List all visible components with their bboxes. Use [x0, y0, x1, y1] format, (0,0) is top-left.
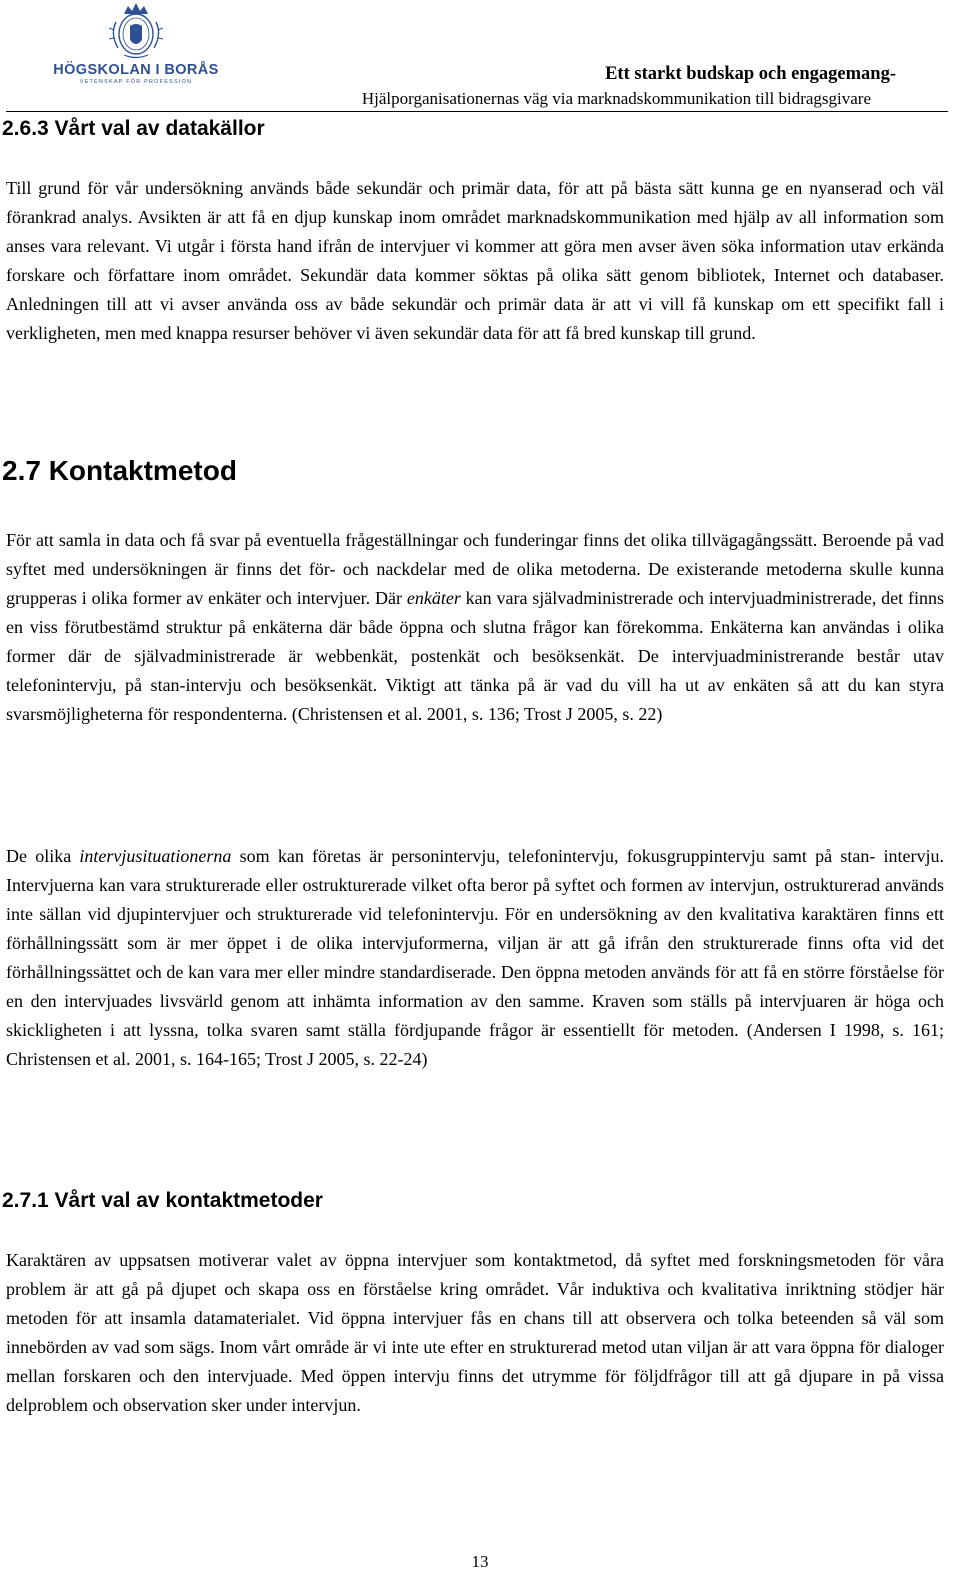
logo-tagline: VETENSKAP FÖR PROFESSION	[79, 79, 193, 85]
header-divider	[6, 111, 948, 112]
section-heading-2-7: 2.7 Kontaktmetod	[2, 455, 237, 486]
crest-icon	[106, 0, 166, 62]
paragraph-chosen-contact-methods: Karaktären av uppsatsen motiverar valet av öppna intervjuer som kontaktmetod, då syftet med forskningsmetoden för våra problem är att gå på djupet och skapa oss en förståelse kring området. Vår induktiva och kvalitativa inriktning stödjer här metoden för att insamla datamaterialet. Vid öppna intervjuer fås en chans till att observera och tolka beteenden så väl som innebörden av vad som sägs. Inom vårt område är vi inte ute efter en strukturerad metod utan viljan är att vara öppna för dialoger mellan forskaren och den intervjuade. Med öppen intervju finns det utrymme för följdfrågor till att gå djupare in på vissa delproblem och observation sker under intervjun.	[6, 1250, 944, 1415]
running-header-subtitle: Hjälporganisationernas väg via marknadskommunikation till bidragsgivare	[361, 89, 871, 108]
section-heading-2-7-1: 2.7.1 Vårt val av kontaktmetoder	[2, 1189, 323, 1212]
emphasis-term: intervjusituationerna	[79, 846, 232, 866]
paragraph-text: kan vara självadministrerade och intervjuadministrerade, det finns en viss förutbestämd struktur på enkäterna där både öppna och slutna frågor kan förekomma. Enkäterna kan användas i olika former där de självadministrerade är webbenkät, postenkät och besöksenkät. De intervjuadministrerande består utav telefonintervju, på stan-intervju och besöksenkät. Viktigt att tänka på är vad du vill ha ut av enkäten så att du kan styra svarsmöjligheterna för respondenterna. (Christensen et al. 2001, s. 136; Trost J 2005, s. 22)	[6, 588, 944, 724]
section-heading-2-6-3: 2.6.3 Vårt val av datakällor	[2, 117, 265, 140]
paragraph-contact-methods	[6, 526, 944, 729]
paragraph-text: För att samla in data och få svar på eventuella frågeställningar och funderingar finns det olika tillvägagångssätt. Beroende på vad syftet med undersökningen är finns det för- och nackdelar med de olika metoderna. De existerande metoderna skulle kunna grupperas i olika former av enkäter och intervjuer. Där	[6, 530, 944, 608]
emphasis-term: enkäter	[406, 588, 461, 608]
university-logo	[52, 0, 220, 86]
paragraph-text: De olika	[6, 846, 80, 866]
paragraph-interview-situations	[6, 842, 944, 1074]
running-header-title: Ett starkt budskap och engagemang-	[605, 64, 896, 84]
paragraph-data-sources: Till grund för vår undersökning används både sekundär och primär data, för att på bästa sätt kunna ge en nyanserad och väl förankrad analys. Avsikten är att få en djup kunskap inom området marknadskommunikation med hjälp av all information som anses vara relevant. Vi utgår i första hand ifrån de intervjuer vi kommer att göra men avser även söka information utav erkända forskare och författare inom området. Sekundär data kommer söktas på olika sätt genom bibliotek, Internet och databaser. Anledningen till att vi avser använda oss av både sekundär och primär data är att vi vill få kunskap om ett specifikt fall i verkligheten, men med knappa resurser behöver vi även sekundär data för att få bred kunskap till grund.	[6, 178, 944, 343]
paragraph-text: som kan företas är personintervju, telefonintervju, fokusgruppintervju samt på stan- intervju. Intervjuerna kan vara strukturerade eller ostrukturerade vilket ofta beror på syftet och formen av intervjun, ostrukturerad används inte sällan vid djupintervjuer och strukturerade vid telefonintervju. För en undersökning av den kvalitativa karaktären finns ett förhållningssätt som är mer öppet i de olika intervjuformerna, viljan är att gå ifrån den strukturerade finns ofta vid det förhållningssättet och de kan vara mer eller mindre standardiserade. Den öppna metoden används för att få en större förståelse för en den intervjuades livsvärld genom att inhämta information av den samme. Kraven som ställs på intervjuaren är höga och skickligheten i att lyssna, tolka svaren samt ställa fördjupande frågor är essentiellt för metoden. (Andersen I 1998, s. 161; Christensen et al. 2001, s. 164-165; Trost J 2005, s. 22-24)	[6, 846, 945, 1069]
page-number: 13	[471, 1552, 489, 1571]
logo-university-name: HÖGSKOLAN I BORÅS	[53, 62, 219, 78]
